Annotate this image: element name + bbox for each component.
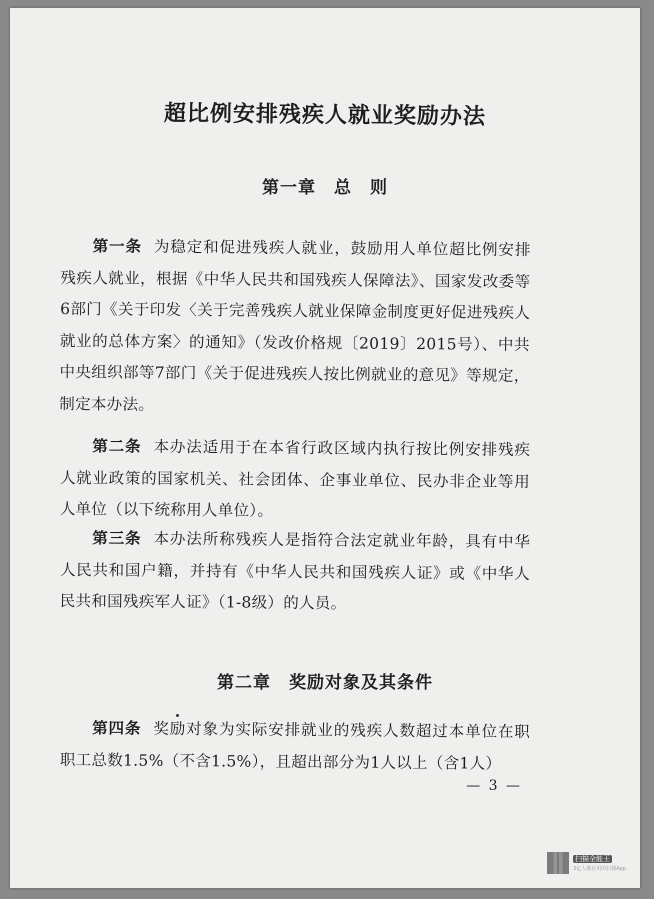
- chapter-1-heading: 第一章 总 则: [262, 178, 388, 198]
- watermark-subtext: 3亿人都在用的扫描App: [573, 866, 626, 872]
- article-4-label: 第四条: [92, 718, 142, 738]
- document-title: 超比例安排残疾人就业奖励办法: [163, 100, 487, 130]
- article-1-label: 第一条: [92, 236, 143, 256]
- page-number: — 3 —: [466, 778, 522, 794]
- scanner-watermark: [547, 852, 626, 874]
- article-2-label: 第二条: [92, 436, 142, 456]
- watermark-badge: 扫描全能王: [575, 855, 611, 863]
- article-3-text: 本办法所称残疾人是指符合法定就业年龄，具有中华人民共和国户籍，并持有《中华人民共和国残疾人证》或《中华人民共和国残疾军人证》（1-8级）的人员。: [59, 529, 531, 613]
- article-2-text: 本办法适用于在本省行政区域内执行按比例安排残疾人就业政策的国家机关、社会团体、企事业单位、民办非企业等用人单位（以下统称用人单位）。: [59, 437, 531, 520]
- article-4-text: 奖励对象为实际安排就业的残疾人数超过本单位在职职工总数1.5%（不含1.5%），且超出部分为1人以上（含1人）: [59, 719, 531, 773]
- document-page: [10, 8, 640, 888]
- article-3-label: 第三条: [92, 528, 142, 548]
- qr-code-icon: [547, 852, 569, 874]
- chapter-2-heading: 第二章 奖励对象及其条件: [217, 673, 433, 693]
- article-2: [60, 430, 531, 530]
- article-3: [60, 522, 531, 622]
- article-4: [60, 712, 531, 780]
- article-1: [59, 230, 531, 424]
- article-1-text: 为稳定和促进残疾人就业，鼓励用人单位超比例安排残疾人就业，根据《中华人民共和国残疾人保障法》、国家发改委等6部门《关于印发〈关于完善残疾人就业保障金制度更好促进残疾人就业的总体方案〉的通知》（发改价格规〔2019〕2015号）、中共中央组织部等7部门《关于促进残疾人按比例就业的意见》等规定，制定本办法。: [59, 237, 531, 414]
